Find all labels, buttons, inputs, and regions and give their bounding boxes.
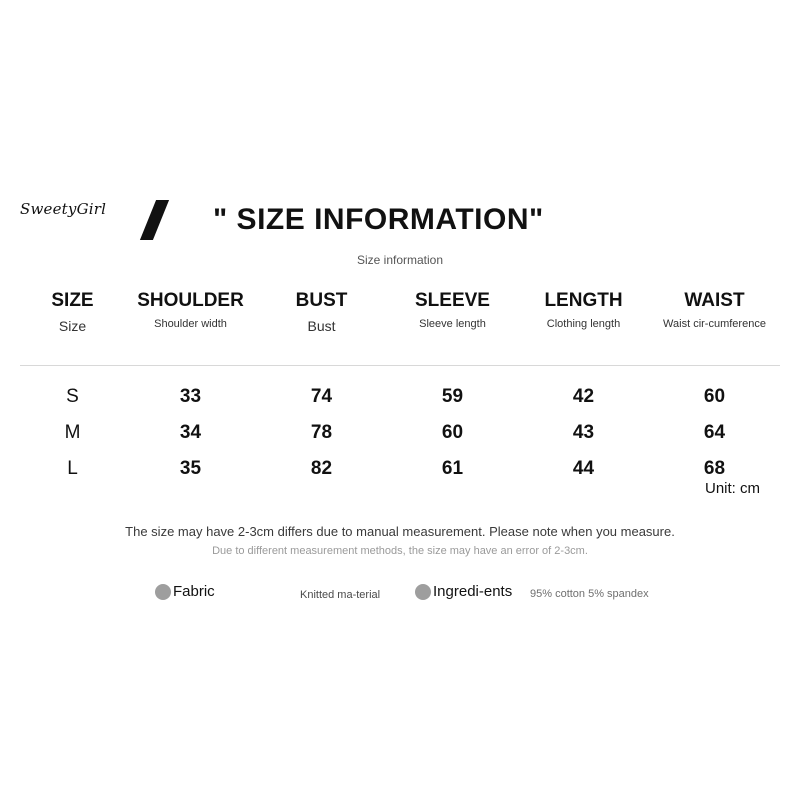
page-subtitle: Size information bbox=[356, 253, 444, 267]
fabric-value-block bbox=[300, 583, 415, 603]
cell-bust: 82 bbox=[310, 458, 333, 479]
column-subheader-length: Clothing length bbox=[546, 318, 621, 330]
cell-sleeve: 61 bbox=[441, 458, 464, 479]
fabric-value: Knitted ma-terial bbox=[300, 589, 381, 601]
column-header-shoulder: SHOULDER bbox=[137, 290, 244, 311]
table-row bbox=[20, 386, 780, 408]
bullet-dot-icon bbox=[415, 584, 431, 600]
column-subheader-size: Size bbox=[58, 318, 87, 334]
bullet-dot-icon bbox=[155, 584, 171, 600]
column-header-waist: WAIST bbox=[684, 290, 745, 311]
column-subheader-bust: Bust bbox=[307, 318, 336, 334]
page-title: " SIZE INFORMATION" bbox=[213, 203, 544, 236]
slash-mark-icon bbox=[144, 198, 182, 238]
column-header-size: SIZE bbox=[51, 290, 94, 311]
cell-size: L bbox=[67, 458, 78, 479]
cell-bust: 78 bbox=[310, 422, 333, 443]
cell-waist: 60 bbox=[703, 386, 726, 407]
cell-waist: 68 bbox=[703, 458, 726, 479]
column-header-bust: BUST bbox=[295, 290, 348, 311]
measurement-note-primary: The size may have 2-3cm differs due to manual measurement. Please note when you measure. bbox=[125, 524, 675, 539]
brand-logo: SweetyGirl bbox=[20, 200, 107, 218]
cell-waist: 64 bbox=[703, 422, 726, 443]
fabric-info bbox=[155, 583, 300, 601]
column-subheader-waist: Waist cir-cumference bbox=[663, 318, 766, 330]
table-row bbox=[20, 458, 780, 480]
cell-length: 42 bbox=[572, 386, 595, 407]
ingredients-info bbox=[415, 583, 530, 601]
ingredients-value-block bbox=[530, 583, 665, 602]
product-info bbox=[155, 583, 665, 603]
column-subheader-shoulder: Shoulder width bbox=[154, 318, 227, 330]
cell-sleeve: 60 bbox=[441, 422, 464, 443]
size-table bbox=[20, 290, 780, 346]
cell-length: 43 bbox=[572, 422, 595, 443]
ingredients-label: Ingredi-ents bbox=[433, 583, 513, 600]
cell-shoulder: 33 bbox=[179, 386, 202, 407]
cell-shoulder: 35 bbox=[179, 458, 202, 479]
cell-size: S bbox=[66, 386, 79, 407]
table-row bbox=[20, 422, 780, 444]
fabric-label: Fabric bbox=[173, 583, 215, 600]
ingredients-value: 95% cotton 5% spandex bbox=[530, 588, 649, 600]
unit-label: Unit: cm bbox=[704, 480, 760, 497]
cell-sleeve: 59 bbox=[441, 386, 464, 407]
size-table-body bbox=[20, 372, 780, 480]
cell-size: M bbox=[64, 422, 81, 443]
table-header-sub-row bbox=[20, 318, 780, 346]
table-header-main-row bbox=[20, 290, 780, 318]
cell-length: 44 bbox=[572, 458, 595, 479]
column-header-length: LENGTH bbox=[544, 290, 623, 311]
header-divider bbox=[20, 365, 780, 366]
cell-shoulder: 34 bbox=[179, 422, 202, 443]
measurement-note-secondary: Due to different measurement methods, the size may have an error of 2-3cm. bbox=[212, 545, 588, 557]
column-subheader-sleeve: Sleeve length bbox=[419, 318, 486, 330]
cell-bust: 74 bbox=[310, 386, 333, 407]
column-header-sleeve: SLEEVE bbox=[415, 290, 490, 311]
